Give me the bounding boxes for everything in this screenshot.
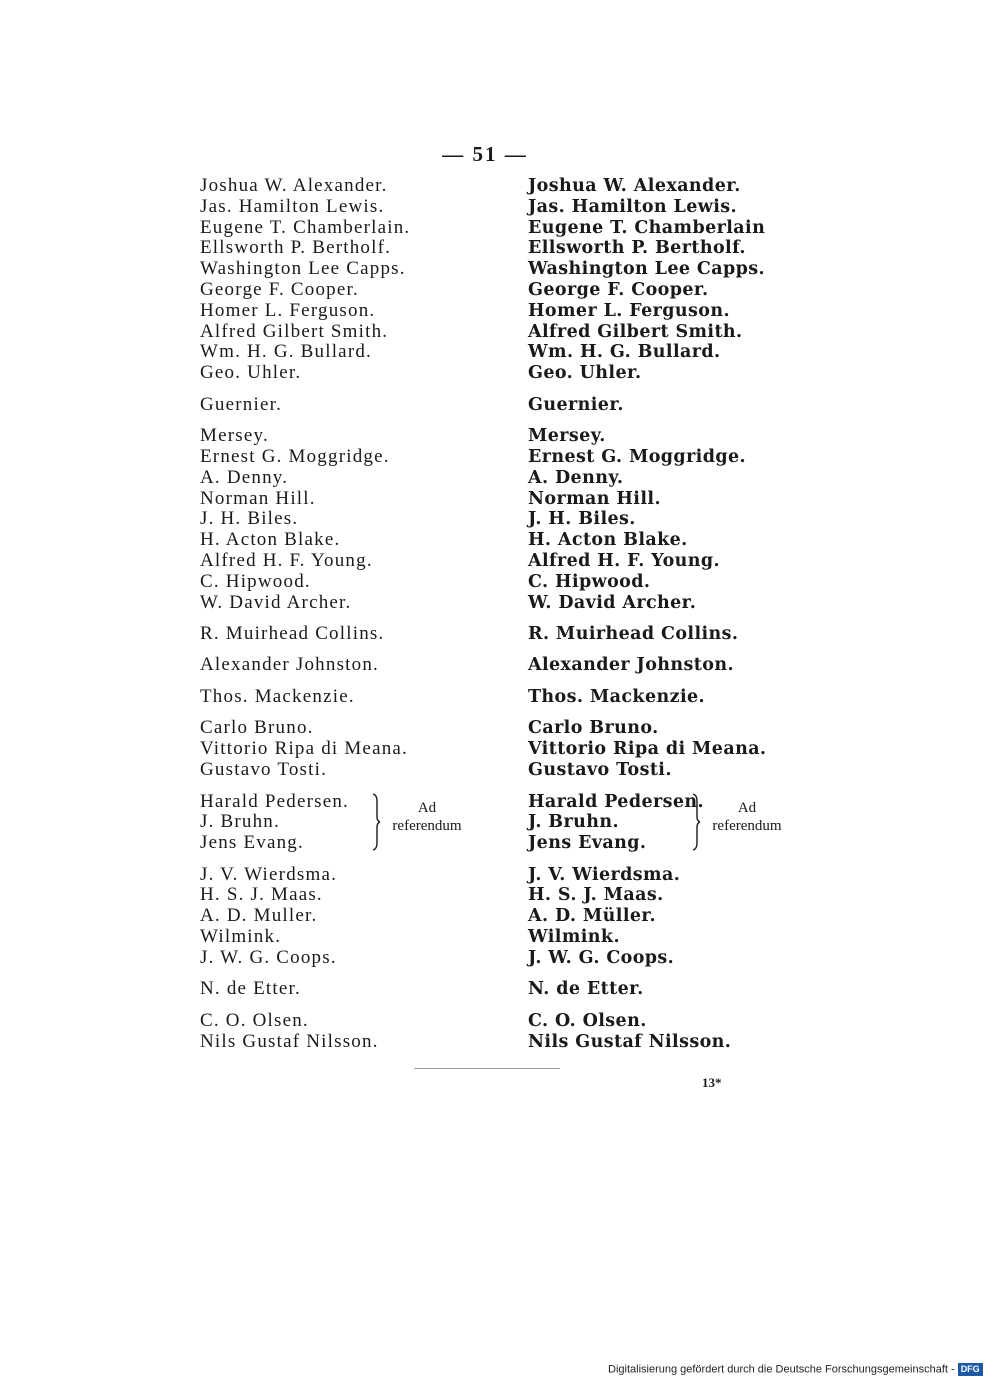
- right-name-line: Vittorio Ripa di Meana.: [528, 739, 767, 760]
- right-name-line: J. W. G. Coops.: [528, 947, 675, 968]
- brace-label-line: referendum: [392, 817, 462, 834]
- right-name-line: J. H. Biles.: [528, 509, 636, 530]
- left-group: [200, 655, 410, 676]
- right-name-line: C. Hipwood.: [528, 571, 651, 592]
- left-name-line: Ernest G. Moggridge.: [200, 445, 390, 467]
- left-column: [200, 175, 462, 1063]
- left-name-line: George F. Cooper.: [200, 278, 359, 300]
- left-name-line: C. O. Olsen.: [200, 1009, 309, 1031]
- right-name-line: H. S. J. Maas.: [528, 885, 664, 906]
- right-column: [528, 176, 782, 1063]
- right-group: [528, 865, 766, 969]
- right-group: [528, 687, 766, 708]
- left-name-line: Geo. Uhler.: [200, 362, 302, 384]
- footer-text: Digitalisierung gefördert durch die Deutsche Forschungsgemeinschaft -: [608, 1363, 955, 1376]
- right-name-line: A. Denny.: [528, 467, 624, 488]
- right-name-line: H. Acton Blake.: [528, 530, 688, 551]
- right-name-line: Wm. H. G. Bullard.: [528, 342, 721, 363]
- right-name-line: Guernier.: [528, 394, 624, 415]
- left-name-line: J. Bruhn.: [200, 811, 280, 833]
- left-name-line: Guernier.: [200, 393, 283, 415]
- brace-label: [384, 799, 470, 835]
- brace-label-line: referendum: [712, 817, 782, 834]
- left-name-line: H. S. J. Maas.: [200, 884, 323, 906]
- right-name-line: Wilmink.: [528, 927, 620, 947]
- right-name-line: Joshua W. Alexander.: [528, 176, 741, 196]
- signature-mark: 13*: [702, 1075, 722, 1090]
- right-name-line: C. O. Olsen.: [528, 1010, 647, 1031]
- left-name-line: Harald Pedersen.: [200, 790, 349, 812]
- right-name-line: Washington Lee Capps.: [528, 259, 765, 280]
- page-number: — 51 —: [442, 142, 528, 166]
- left-name-line: Jas. Hamilton Lewis.: [200, 195, 385, 217]
- right-name-line: Norman Hill.: [528, 488, 661, 509]
- left-name-line: Jens Evang.: [200, 832, 304, 854]
- right-group: [528, 979, 766, 1000]
- left-name-line: Thos. Mackenzie.: [200, 685, 355, 707]
- right-name-line: Harald Pedersen.: [528, 791, 705, 812]
- brace-icon: [372, 793, 380, 851]
- right-name-line: Homer L. Ferguson.: [528, 300, 730, 321]
- left-name-line: W. David Archer.: [200, 591, 352, 613]
- left-name-line: R. Muirhead Collins.: [200, 623, 385, 644]
- left-name-line: N. de Etter.: [200, 978, 301, 1000]
- left-name-line: A. Denny.: [200, 466, 289, 488]
- left-name-line: Alfred Gilbert Smith.: [200, 320, 389, 342]
- left-group: [200, 979, 410, 1000]
- left-name-line: Homer L. Ferguson.: [200, 299, 376, 321]
- footer: [608, 1363, 983, 1376]
- right-name-line: A. D. Müller.: [528, 906, 656, 927]
- left-group: [200, 1011, 410, 1053]
- right-name-line: J. V. Wierdsma.: [528, 864, 681, 885]
- left-name-line: Ellsworth P. Bertholf.: [200, 237, 392, 259]
- right-name-line: Ernest G. Moggridge.: [528, 446, 747, 467]
- right-name-line: Alfred Gilbert Smith.: [528, 321, 743, 342]
- right-name-line: Eugene T. Chamberlain: [528, 217, 766, 238]
- right-name-line: Carlo Bruno.: [528, 718, 659, 739]
- left-group: [200, 426, 410, 613]
- left-name-line: Wm. H. G. Bullard.: [200, 341, 372, 363]
- left-name-line: J. V. Wierdsma.: [200, 863, 338, 885]
- left-name-line: C. Hipwood.: [200, 570, 311, 592]
- right-group: [528, 624, 766, 645]
- right-group: [528, 176, 766, 384]
- left-group: [200, 718, 410, 780]
- left-name-line: H. Acton Blake.: [200, 529, 341, 551]
- right-name-line: N. de Etter.: [528, 979, 644, 1000]
- left-name-line: Eugene T. Chamberlain.: [200, 216, 411, 238]
- left-name-line: J. H. Biles.: [200, 508, 299, 530]
- left-name-line: Nils Gustaf Nilsson.: [200, 1030, 379, 1052]
- divider-rule: [414, 1068, 560, 1069]
- left-name-line: Norman Hill.: [200, 487, 316, 509]
- right-name-line: Jens Evang.: [528, 833, 647, 854]
- brace-label-line: Ad: [737, 799, 757, 816]
- right-group: [528, 791, 782, 854]
- left-name-line: Mersey.: [200, 425, 269, 447]
- left-group: [200, 176, 410, 384]
- left-name-line: Washington Lee Capps.: [200, 258, 406, 280]
- right-name-line: Ellsworth P. Bertholf.: [528, 238, 746, 259]
- brace-label-line: Ad: [417, 799, 437, 816]
- left-name-line: Carlo Bruno.: [200, 717, 314, 739]
- left-name-line: J. W. G. Coops.: [200, 946, 337, 968]
- left-name-line: Alfred H. F. Young.: [200, 549, 373, 571]
- dfg-logo: DFG: [958, 1363, 983, 1376]
- right-name-line: Mersey.: [528, 426, 606, 447]
- left-name-line: Wilmink.: [200, 926, 282, 947]
- left-name-line: Vittorio Ripa di Meana.: [200, 738, 408, 760]
- left-group: [200, 395, 410, 416]
- right-name-line: Thos. Mackenzie.: [528, 686, 706, 707]
- left-name-line: Alexander Johnston.: [200, 654, 379, 676]
- left-group: [200, 865, 410, 969]
- right-name-line: Nils Gustaf Nilsson.: [528, 1031, 732, 1052]
- right-name-line: Alfred H. F. Young.: [528, 550, 721, 571]
- left-group: [200, 790, 462, 854]
- right-name-line: R. Muirhead Collins.: [528, 624, 739, 644]
- right-name-line: George F. Cooper.: [528, 279, 709, 300]
- right-name-line: Geo. Uhler.: [528, 363, 642, 384]
- left-group: [200, 687, 410, 708]
- brace-icon: [692, 793, 700, 851]
- right-group: [528, 426, 766, 613]
- right-name-line: W. David Archer.: [528, 592, 697, 613]
- right-name-line: Gustavo Tosti.: [528, 760, 672, 781]
- left-name-line: Joshua W. Alexander.: [200, 175, 388, 196]
- left-group: [200, 624, 410, 645]
- right-name-line: J. Bruhn.: [528, 812, 619, 833]
- right-name-line: Jas. Hamilton Lewis.: [528, 196, 738, 217]
- right-group: [528, 1011, 766, 1053]
- left-name-line: A. D. Muller.: [200, 905, 318, 927]
- right-group: [528, 655, 766, 676]
- brace-label: [704, 799, 790, 835]
- right-name-line: Alexander Johnston.: [528, 655, 734, 676]
- right-group: [528, 718, 766, 780]
- left-name-line: Gustavo Tosti.: [200, 759, 328, 781]
- right-group: [528, 395, 766, 416]
